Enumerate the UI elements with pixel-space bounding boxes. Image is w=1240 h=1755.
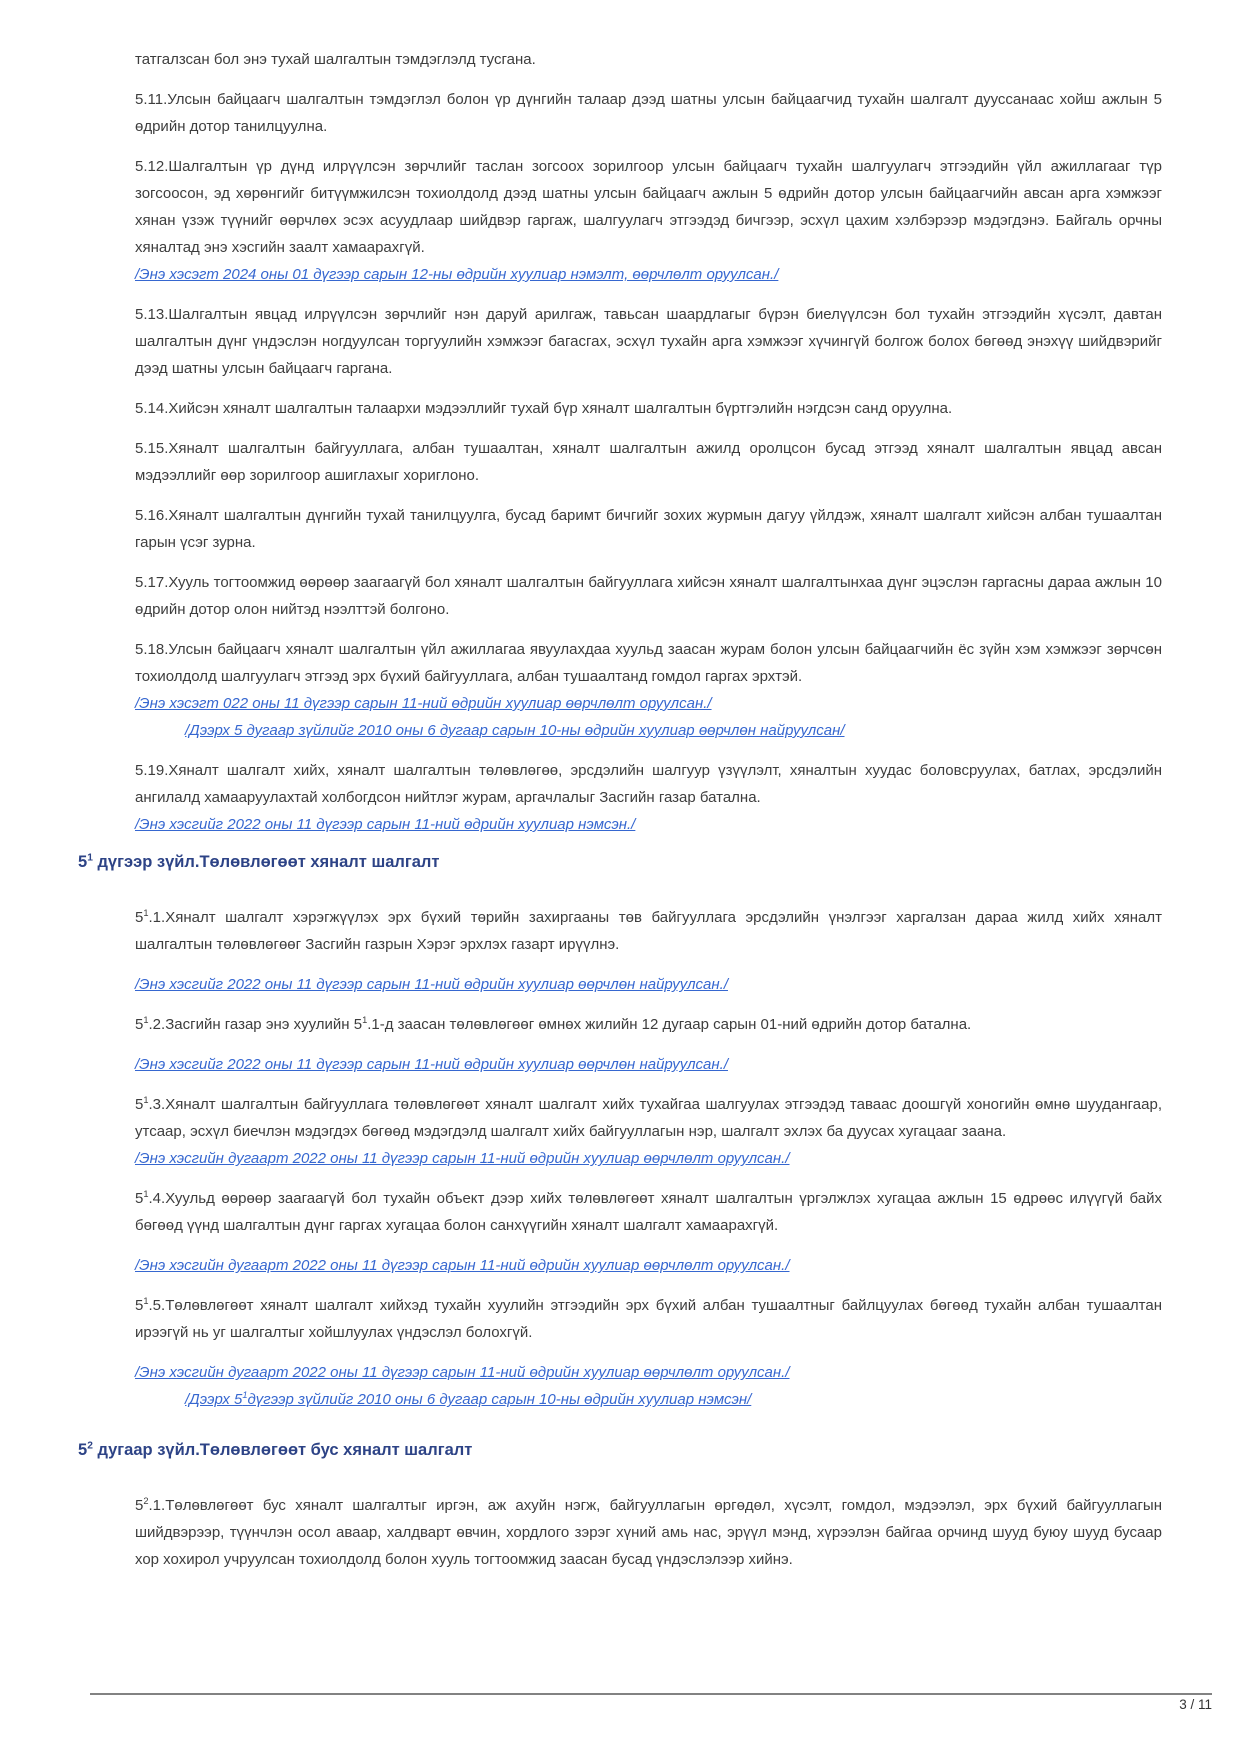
superscript-number: 2 [143,1496,149,1507]
section-heading: $5^2$ дугаар зүйл.Төлөвлөгөөт бус хяналт шалгалт [78,1440,473,1460]
body-paragraph: 5.15.Хяналт шалгалтын байгууллага, албан тушаалтан, хяналт шалгалтын ажилд оролцсон бусад этгээд хяналт шалгалтын явцад авсан мэдээллийг өөр зорилгоор ашиглахыг хориглоно. [135,440,1162,484]
amendment-note [135,971,1162,998]
document-content [78,46,1162,1586]
amendment-note-link[interactable]: /Энэ хэсгийг 2022 оны 11 дүгээр сарын 11-ний өдрийн хуулиар өөрчлөн найруулсан./ [135,976,728,994]
superscript-number: 2 [87,1440,93,1452]
section-heading: $5^1$ дүгээр зүйл.Төлөвлөгөөт хяналт шалгалт [78,852,440,871]
amendment-note [135,1145,1162,1172]
body-paragraph: татгалзсан бол энэ тухай шалгалтын тэмдэглэлд тусгана. [135,51,536,68]
amendment-note-link[interactable]: /Энэ хэсэгт 2024 оны 01 дүгээр сарын 12-ны өдрийн хуулиар нэмэлт, өөрчлөлт оруулсан./ [135,266,779,283]
superscript-number: 1 [143,1095,149,1106]
amendment-note [185,717,1162,744]
amendment-note [135,1252,1162,1279]
body-paragraph: 5.19.Хяналт шалгалт хийх, хяналт шалгалтын төлөвлөгөө, эрсдэлийн шалгуур үзүүлэлт, хяналтын хуудас боловсруулах, батлах, эрсдэлийн ангилалд хамааруулахтай холбогдсон нийтлэг журам, аргачлалыг Засгийн газар батална. [135,762,1162,806]
amendment-note [135,690,1162,717]
body-paragraph: $5^1.1.Хяналт$ шалгалт хэрэгжүүлэх эрх бүхий төрийн захиргааны төв байгууллага эрсдэлийн үнэлгээг харгалзан дараа жилд хийх хяналт шалгалтын төлөвлөгөөг Засгийн газрын Хэрэг эрхлэх газарт ирүүлнэ. [135,908,1162,954]
amendment-note-link[interactable]: /Энэ хэсгийг 2022 оны 11 дүгээр сарын 11-ний өдрийн хуулиар өөрчлөн найруулсан./ [135,1056,728,1074]
body-paragraph: $5^1.3.Хяналт$ шалгалтын байгууллага төлөвлөгөөт хяналт шалгалт хийх тухайгаа шалгуулах этгээдэд таваас доошгүй хоногийн өмнө шуудангаар, утсаар, эсхүл биечлэн мэдэгдэх бөгөөд мэдэгдэлд шалгалт хийх байгууллагын нэр, шалгалт эхлэх ба дуусах хугацааг заана. [135,1095,1162,1141]
amendment-note [135,811,1162,838]
body-paragraph: 5.18.Улсын байцаагч хяналт шалгалтын үйл ажиллагаа явуулахдаа хуульд заасан журам болон улсын байцаагчийн ёс зүйн хэм хэмжээг зөрчсөн тохиолдолд шалгуулагч этгээд эрх бүхий байгууллага, албан тушаалтанд гомдол гаргах эрхтэй. [135,641,1162,685]
amendment-note-link[interactable]: /Энэ хэсэгт 022 оны 11 дүгээр сарын 11-ний өдрийн хуулиар өөрчлөлт оруулсан./ [135,695,712,712]
amendment-note-link[interactable]: /Энэ хэсгийн дугаарт 2022 оны 11 дүгээр сарын 11-ний өдрийн хуулиар өөрчлөлт оруулсан./ [135,1257,790,1275]
superscript-number: 1 [362,1015,368,1026]
body-paragraph: 5.16.Хяналт шалгалтын дүнгийн тухай танилцуулга, бусад баримт бичгийг зохих журмын дагуу үйлдэж, хяналт шалгалт хийсэн албан тушаалтан гарын үсэг зурна. [135,507,1162,551]
footer-divider [90,1693,1212,1695]
amendment-note [135,1359,1162,1386]
amendment-note [185,1386,1162,1413]
body-paragraph: $5^1.2.Засгийн$ газар энэ хуулийн $5^1.1-д$ заасан төлөвлөгөөг өмнөх жилийн 12 дугаар сарын 01-ний өдрийн дотор батална. [135,1015,972,1034]
superscript-number: 1 [143,908,149,919]
superscript-number: 1 [143,1015,149,1026]
amendment-note [135,261,1162,288]
superscript-number: 1 [87,852,93,864]
amendment-note-link[interactable]: /Дээрх $5^1дүгээр$ зүйлийг 2010 оны 6 дугаар сарын 10-ны өдрийн хуулиар нэмсэн/ [185,1390,752,1409]
body-paragraph: 5.12.Шалгалтын үр дүнд илрүүлсэн зөрчлийг таслан зогсоох зорилгоор улсын байцаагч тухайн шалгуулагч этгээдийн үйл ажиллагааг түр зогсоосон, эд хөрөнгийг битүүмжилсэн тохиолдолд дээд шатны улсын байцаагч ажлын 5 өдрийн дотор улсын байцаагчийн авсан арга хэмжээг хянан үзэж түүнийг өөрчлөх эсэх асуудлаар шийдвэр гаргаж, шалгуулагч этгээдэд бичгээр, эсхүл цахим хэлбэрээр мэдэгдэнэ. Байгаль орчны хяналтад энэ хэсгийн заалт хамаарахгүй. [135,158,1162,256]
amendment-note [135,1051,1162,1078]
amendment-note-link[interactable]: /Энэ хэсгийг 2022 оны 11 дүгээр сарын 11-ний өдрийн хуулиар нэмсэн./ [135,816,636,833]
amendment-note-link[interactable]: /Энэ хэсгийн дугаарт 2022 оны 11 дүгээр сарын 11-ний өдрийн хуулиар өөрчлөлт оруулсан./ [135,1150,790,1168]
body-paragraph: 5.11.Улсын байцаагч шалгалтын тэмдэглэл болон үр дүнгийн талаар дээд шатны улсын байцаагчид тухайн шалгалт дууссанаас хойш ажлын 5 өдрийн дотор танилцуулна. [135,91,1162,135]
body-paragraph: 5.17.Хууль тогтоомжид өөрөөр заагаагүй бол хяналт шалгалтын байгууллага хийсэн хяналт шалгалтынхаа дүнг эцэслэн гаргасны дараа ажлын 10 өдрийн дотор олон нийтэд нээлттэй болгоно. [135,574,1162,618]
body-paragraph: 5.14.Хийсэн хяналт шалгалтын талаархи мэдээллийг тухай бүр хяналт шалгалтын бүртгэлийн нэгдсэн санд оруулна. [135,400,953,417]
amendment-note-link[interactable]: /Энэ хэсгийн дугаарт 2022 оны 11 дүгээр сарын 11-ний өдрийн хуулиар өөрчлөлт оруулсан./ [135,1364,790,1382]
page-number: 3 / 11 [1179,1697,1212,1712]
body-paragraph: $5^1.4.Хуульд$ өөрөөр заагаагүй бол тухайн объект дээр хийх төлөвлөгөөт хяналт шалгалтын үргэлжлэх хугацаа ажлын 15 өдрөөс илүүгүй байх бөгөөд үүнд шалгалтын дүнг гаргах хугацаа болон санхүүгийн хяналт шалгалт хамаарахгүй. [135,1189,1162,1235]
superscript-number: 1 [143,1296,149,1307]
superscript-number: 1 [143,1189,149,1200]
body-paragraph: 5.13.Шалгалтын явцад илрүүлсэн зөрчлийг нэн даруй арилгаж, тавьсан шаардлагыг бүрэн биелүүлсэн бол тухайн этгээдийн хүсэлт, давтан шалгалтын дүнг үндэслэн ногдуулсан торгуулийн хэмжээг багасгах, эсхүл тухайн арга хэмжээг хүчингүй болгож болох бөгөөд энэхүү шийдвэрийг дээд шатны улсын байцаагч гаргана. [135,306,1162,377]
superscript-number: 1 [242,1390,248,1401]
body-paragraph: $5^1.5.Төлөвлөгөөт$ хяналт шалгалт хийхэд тухайн хуулийн этгээдийн эрх бүхий албан тушаалтныг байлцуулах бөгөөд тухайн албан тушаалтан ирээгүй нь уг шалгалтыг хойшлуулах үндэслэл болохгүй. [135,1296,1162,1342]
body-paragraph: $5^2.1.Төлөвлөгөөт$ бус хяналт шалгалтыг иргэн, аж ахуйн нэгж, байгууллагын өргөдөл, хүсэлт, гомдол, мэдээлэл, эрх бүхий байгууллагын шийдвэрээр, түүнчлэн осол аваар, халдварт өвчин, хордлого зэрэг хүний амь нас, эрүүл мэнд, хүрээлэн байгаа орчинд шууд буюу шууд бусаар хор хохирол учруулсан тохиолдолд болон хууль тогтоомжид заасан бусад үндэслэлээр хийнэ. [135,1496,1162,1569]
amendment-note-link[interactable]: /Дээрх 5 дугаар зүйлийг 2010 оны 6 дугаар сарын 10-ны өдрийн хуулиар өөрчлөн найруулсан/ [185,722,845,739]
